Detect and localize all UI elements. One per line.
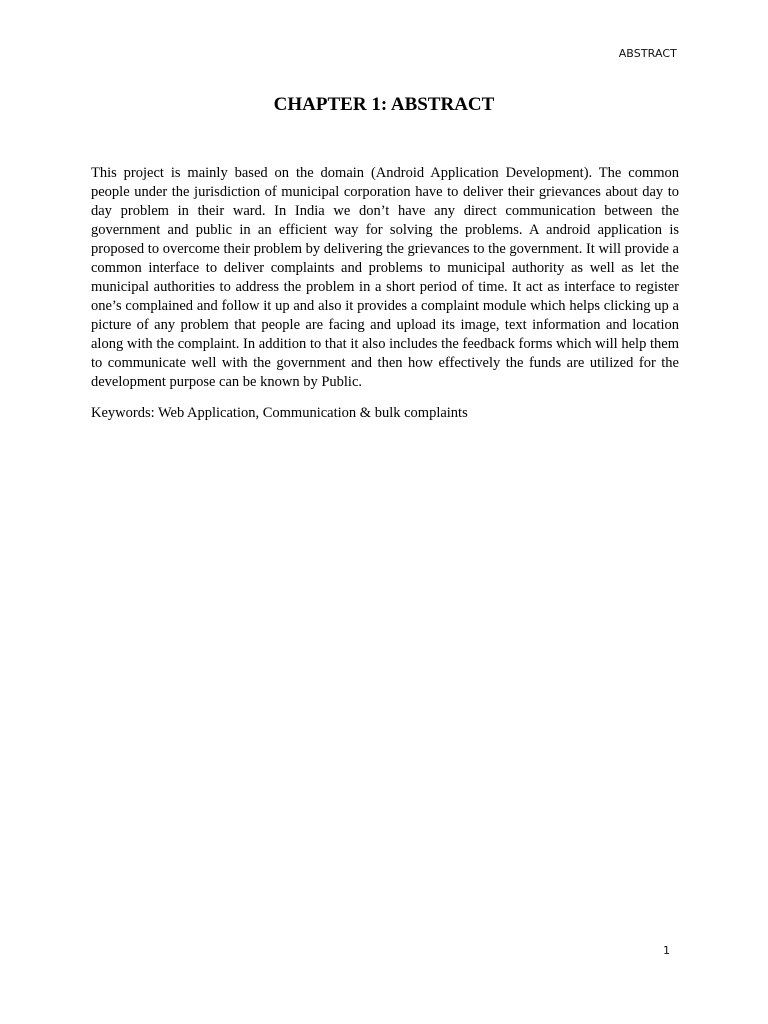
abstract-paragraph: This project is mainly based on the domain (Android Application Development). The common people under the jurisdiction of municipal corporation have to deliver their grievances about day to day problem in their ward. In India we don’t have any direct communication between the government and public in an efficient way for solving the problems. A android application is proposed to overcome their problem by delivering the grievances to the government. It will provide a common interface to deliver complaints and problems to municipal authority as well as let the municipal authorities to address the problem in a short period of time. It act as interface to register one’s complained and follow it up and also it provides a complaint module which helps clicking up a picture of any problem that people are facing and upload its image, text information and location along with the complaint. In addition to that it also includes the feedback forms which will help them to communicate well with the government and then how effectively the funds are utilized for the development purpose can be known by Public. xyxy=(91,165,679,390)
keywords-line: Keywords: Web Application, Communication & bulk complaints xyxy=(91,405,468,421)
running-header: ABSTRACT xyxy=(618,47,677,60)
page-number: 1 xyxy=(663,944,670,957)
chapter-title: CHAPTER 1: ABSTRACT xyxy=(273,94,495,115)
